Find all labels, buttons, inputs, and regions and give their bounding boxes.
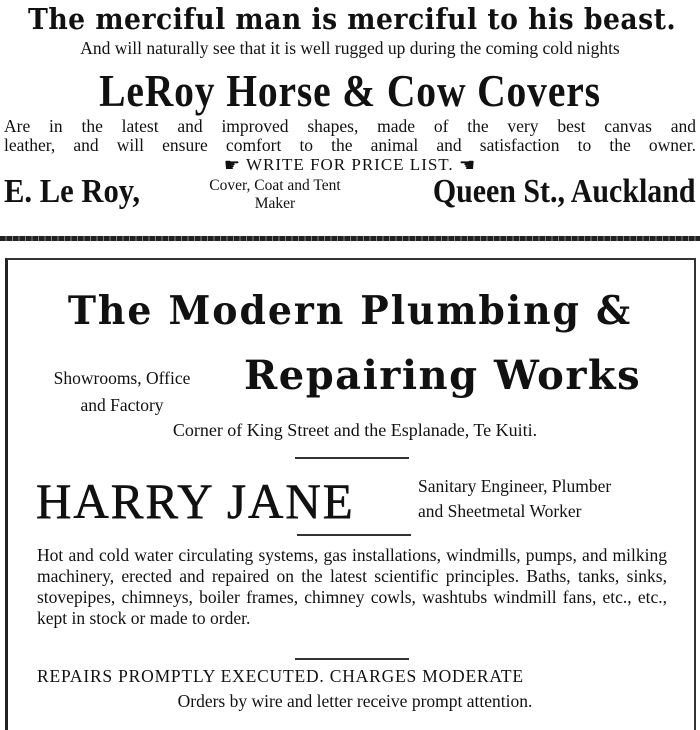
proprietor-trade-line-1: Sanitary Engineer, Plumber: [418, 476, 612, 496]
advertiser-location: Queen St., Auckland: [433, 173, 696, 210]
showrooms-line-1: Showrooms, Office: [53, 368, 191, 388]
advertiser-name: E. Le Roy,: [4, 173, 141, 210]
proprietor-trade-line-2: and Sheetmetal Worker: [418, 501, 582, 521]
call-to-action-text: WRITE FOR PRICE LIST.: [246, 155, 454, 174]
section-divider: [0, 236, 700, 241]
pointing-hand-right-icon: ☛: [223, 155, 242, 175]
business-address: Corner of King Street and the Esplanade, Te Kuiti.: [172, 420, 538, 440]
plumbing-title-line-2: Repairing Works: [244, 352, 642, 399]
pointing-hand-left-icon: ☚: [458, 155, 477, 175]
rule-divider: [297, 534, 411, 536]
ad-subline: And will naturally see that it is well rugged up during the coming cold nights: [80, 38, 620, 58]
advertiser-trade: [172, 177, 378, 213]
orders-notice: Orders by wire and letter receive prompt attention.: [177, 691, 533, 711]
body-text-line-2: leather, and will ensure comfort to the animal and satisfaction to the owner.: [4, 135, 696, 155]
trade-line-1: Cover, Coat and Tent: [209, 177, 341, 194]
services-description: Hot and cold water circulating systems, gas installations, windmills, pumps, and milking machinery, erected and repaired on the latest scientific principles. Baths, tanks, sinks, stovepipes, chimneys, boiler frames, chimney cowls, washtubs windmill fans, etc., etc., kept in stock or made to order.: [37, 545, 667, 628]
ad-headline: The merciful man is merciful to his beast.: [28, 2, 677, 36]
rule-divider: [295, 658, 409, 660]
showrooms-note: [34, 365, 210, 419]
leroy-advertisement: [0, 0, 700, 236]
proprietor-name: HARRY JANE: [36, 473, 355, 529]
product-title: LeRoy Horse & Cow Covers: [99, 65, 601, 116]
proprietor-trade: [418, 474, 678, 524]
showrooms-line-2: and Factory: [80, 395, 164, 415]
body-text-line-1: Are in the latest and improved shapes, made of the very best canvas and: [4, 116, 696, 136]
trade-line-2: Maker: [254, 195, 296, 212]
plumbing-title: The Modern Plumbing &: [67, 288, 633, 334]
rule-divider: [295, 457, 409, 459]
repairs-notice: REPAIRS PROMPTLY EXECUTED. CHARGES MODERATE: [37, 666, 524, 686]
